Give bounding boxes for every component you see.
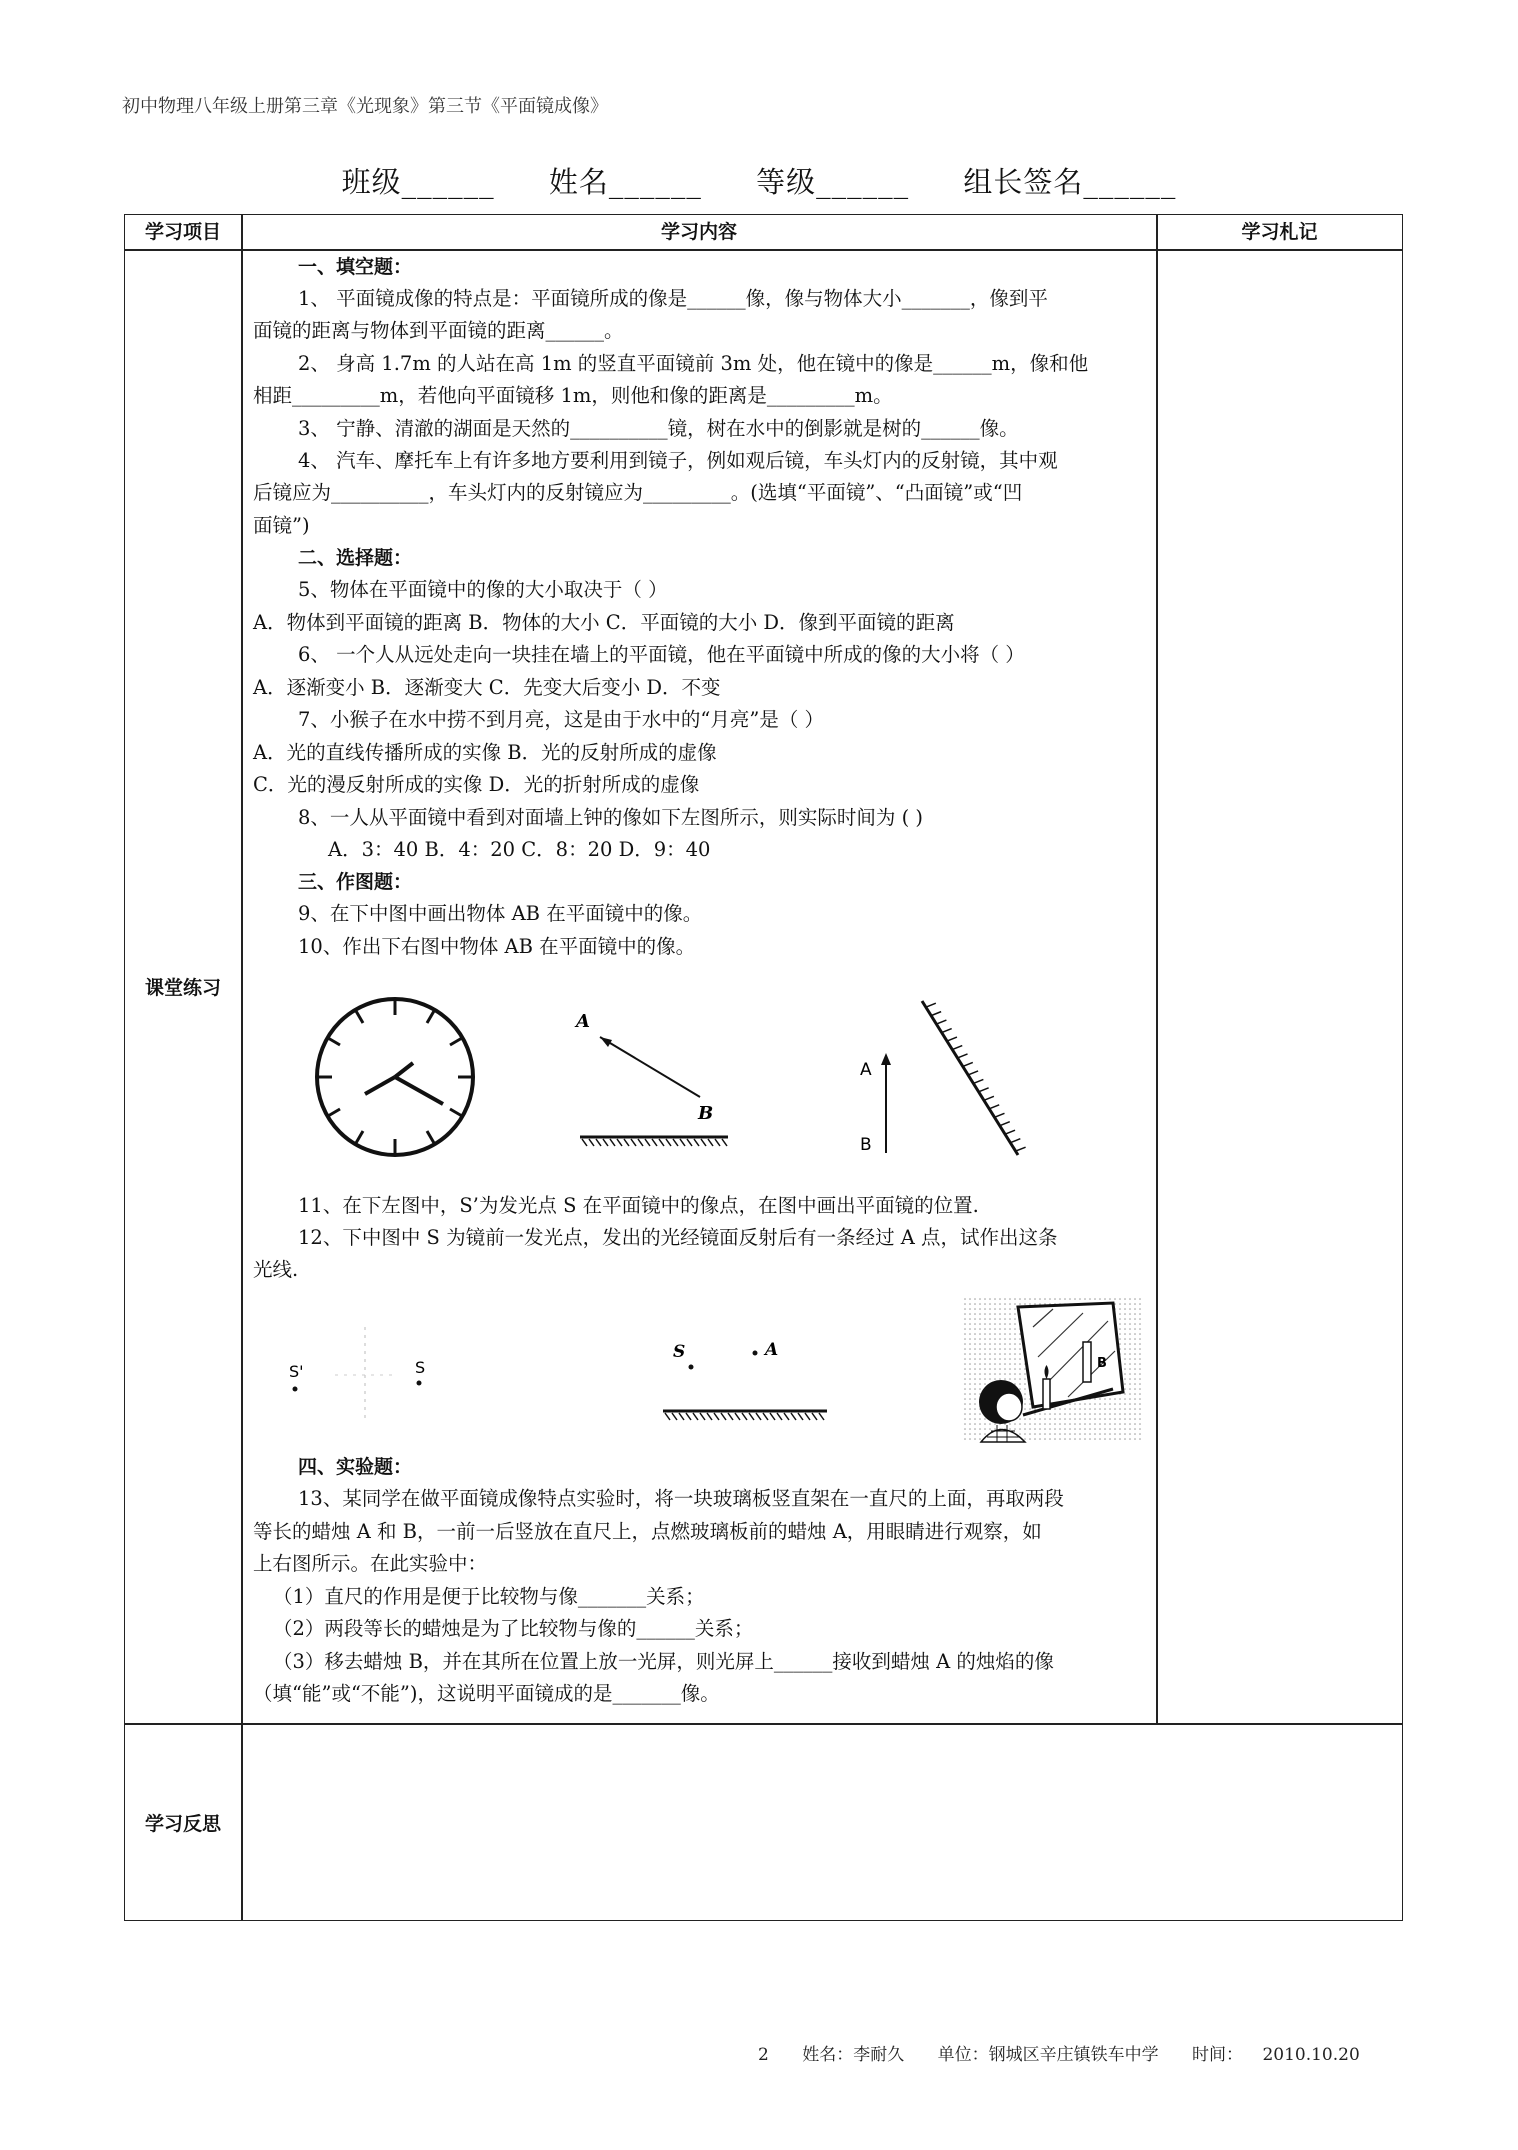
option-line: A．光的直线传播所成的实像 B．光的反射所成的虚像: [253, 741, 717, 764]
mirror-hatch: [617, 1139, 622, 1146]
question-line: 13、某同学在做平面镜成像特点实验时，将一块玻璃板竖直架在一直尺的上面，再取两段: [298, 1487, 1064, 1510]
reflection-row-divider: [125, 1723, 1402, 1725]
option-line: A．物体到平面镜的距离 B．物体的大小 C．平面镜的大小 D．像到平面镜的距离: [253, 611, 955, 634]
question-line: （3）移去蜡烛 B，并在其所在位置上放一光屏，则光屏上______接收到蜡烛 A 的烛焰的像: [273, 1650, 1054, 1673]
col-header-notes: 学习札记: [1241, 221, 1318, 243]
mirror-hatch: [931, 1012, 941, 1016]
author-name: 姓名：李耐久: [802, 2045, 905, 2065]
question-line: 等长的蜡烛 A 和 B，一前一后竖放在直尺上，点燃玻璃板前的蜡烛 A，用眼睛进行观察，如: [253, 1520, 1042, 1543]
mirror-hatch: [679, 1413, 684, 1420]
page-footer: [758, 2040, 1388, 2065]
question-line: 1、 平面镜成像的特点是：平面镜所成的像是______像，像与物体大小_______，像到平: [298, 287, 1048, 310]
question-line: 9、在下中图中画出物体 AB 在平面镜中的像。: [298, 902, 703, 925]
mirror-hatch: [693, 1413, 698, 1420]
label-b: B: [860, 1135, 872, 1155]
mirror-hatch: [958, 1054, 968, 1058]
mirror-hatch: [624, 1139, 629, 1146]
row-label-reflection: 学习反思: [144, 1813, 221, 1835]
section-heading-drawing: 三、作图题：: [298, 871, 413, 893]
candle-experiment-figure: [963, 1297, 1153, 1447]
candle-b-label: B: [1097, 1356, 1107, 1371]
mirror-hatch: [989, 1105, 999, 1109]
mirror-hatch: [763, 1413, 768, 1420]
clock-figure: [303, 989, 493, 1169]
class-label: 班级______: [341, 165, 495, 199]
section-heading-fill: 一、填空题：: [298, 256, 413, 278]
grade-label: 等级______: [756, 165, 910, 199]
mirror-hatch: [714, 1413, 719, 1420]
date: 2010.10.20: [1262, 2045, 1360, 2065]
mirror-hatch: [735, 1413, 740, 1420]
question-line: 12、下中图中 S 为镜前一发光点，发出的光经镜面反射后有一条经过 A 点，试作出这条: [298, 1226, 1058, 1249]
mirror-hatch: [701, 1139, 706, 1146]
worksheet-table: [124, 214, 1403, 1921]
mirror-hatch: [666, 1139, 671, 1146]
mirror-hatch: [715, 1139, 720, 1146]
mirror-hatch: [694, 1139, 699, 1146]
col-header-project: 学习项目: [144, 221, 221, 243]
label-a: A: [765, 1340, 779, 1360]
mirror-hatch: [979, 1088, 989, 1092]
mirror-hatch: [596, 1139, 601, 1146]
mirror-hatch: [1010, 1139, 1020, 1143]
col-divider-2: [1156, 215, 1158, 1723]
section-heading-choice: 二、选择题：: [298, 547, 413, 569]
label-a: A: [860, 1060, 872, 1080]
question-line: 上右图所示。在此实验中：: [253, 1552, 488, 1575]
mirror-hatch: [700, 1413, 705, 1420]
col-header-content: 学习内容: [660, 221, 737, 243]
label-s: S: [673, 1342, 686, 1362]
name-label: 姓名______: [548, 165, 702, 199]
question-line: 4、 汽车、摩托车上有许多地方要利用到镜子，例如观后镜，车头灯内的反射镜，其中观: [298, 449, 1058, 472]
mirror-hatch: [721, 1413, 726, 1420]
option-line: A．逐渐变小 B．逐渐变大 C．先变大后变小 D．不变: [253, 676, 721, 699]
mirror-hatch: [952, 1046, 962, 1050]
vertical-arrow-mirror-figure: [860, 995, 1030, 1165]
question-line: 2、 身高 1.7m 的人站在高 1m 的竖直平面镜前 3m 处，他在镜中的像是______m，像和他: [298, 352, 1089, 375]
mirror-hatch: [791, 1413, 796, 1420]
leader-signature-label: 组长签名______: [963, 165, 1177, 199]
mirror-hatch: [742, 1413, 747, 1420]
mirror-hatch: [652, 1139, 657, 1146]
question-line: 面镜的距离与物体到平面镜的距离______。: [253, 319, 624, 342]
mirror-hatch: [687, 1139, 692, 1146]
mirror-hatch: [1016, 1147, 1026, 1151]
mirror-hatch: [680, 1139, 685, 1146]
mirror-hatch: [610, 1139, 615, 1146]
label-a: A: [576, 1011, 590, 1032]
page-number: 2: [758, 2045, 769, 2065]
row-label-practice: 课堂练习: [144, 977, 221, 999]
question-line: 面镜”): [253, 514, 310, 537]
mirror-hatch: [708, 1139, 713, 1146]
question-line: 光线.: [253, 1258, 299, 1281]
mirror-hatch: [812, 1413, 817, 1420]
col-divider-1: [241, 215, 243, 1920]
s-a-mirror-figure: [657, 1323, 847, 1433]
label-b: B: [698, 1103, 714, 1124]
mirror-hatch: [722, 1139, 727, 1146]
mirror-hatch: [707, 1413, 712, 1420]
mirror-hatch: [672, 1413, 677, 1420]
mirror-hatch: [784, 1413, 789, 1420]
mirror-hatch: [749, 1413, 754, 1420]
mirror-hatch: [1005, 1130, 1015, 1134]
label-s-prime: S': [289, 1362, 304, 1381]
question-line: 5、物体在平面镜中的像的大小取决于（ ）: [298, 578, 668, 601]
mirror-hatch: [798, 1413, 803, 1420]
form-title-line: [0, 160, 1518, 201]
mirror-hatch: [963, 1062, 973, 1066]
question-line: 相距_________m，若他向平面镜移 1m，则他和像的距离是_________m。: [253, 384, 893, 407]
question-line: （1）直尺的作用是便于比较物与像_______关系；: [273, 1585, 705, 1608]
option-line: C．光的漫反射所成的实像 D．光的折射所成的虚像: [253, 773, 700, 796]
section-heading-experiment: 四、实验题：: [298, 1456, 413, 1478]
question-line: （填“能”或“不能”)，这说明平面镜成的是_______像。: [253, 1682, 720, 1705]
mirror-hatch: [582, 1139, 587, 1146]
mirror-hatch: [968, 1071, 978, 1075]
mirror-hatch: [777, 1413, 782, 1420]
mirror-hatch: [936, 1020, 946, 1024]
mirror-hatch: [659, 1139, 664, 1146]
mirror-hatch: [673, 1139, 678, 1146]
mirror-hatch: [984, 1096, 994, 1100]
question-line: 6、 一个人从远处走向一块挂在墙上的平面镜，他在平面镜中所成的像的大小将（ ）: [298, 643, 1025, 666]
mirror-hatch: [603, 1139, 608, 1146]
mirror-hatch: [686, 1413, 691, 1420]
mirror-hatch: [805, 1413, 810, 1420]
mirror-hatch: [770, 1413, 775, 1420]
mirror-hatch: [589, 1139, 594, 1146]
question-line: 3、 宁静、清澈的湖面是天然的__________镜，树在水中的倒影就是树的______像。: [298, 417, 1019, 440]
question-line: 10、作出下右图中物体 AB 在平面镜中的像。: [298, 935, 696, 958]
mirror-hatch: [631, 1139, 636, 1146]
s-prime-figure: [265, 1319, 465, 1429]
question-line: 后镜应为__________，车头灯内的反射镜应为_________。(选填“平面镜”、“凸面镜”或“凹: [253, 481, 1023, 504]
mirror-hatch: [665, 1413, 670, 1420]
mirror-hatch: [638, 1139, 643, 1146]
mirror-hatch: [645, 1139, 650, 1146]
mirror-hatch: [728, 1413, 733, 1420]
option-line: A．3：40 B．4：20 C．8：20 D．9：40: [328, 838, 711, 861]
mirror-hatch: [926, 1003, 936, 1007]
question-line: 7、小猴子在水中捞不到月亮，这是由于水中的“月亮”是（ ）: [298, 708, 825, 731]
author-unit: 单位：钢城区辛庄镇铁车中学: [937, 2045, 1159, 2065]
question-line: 8、一人从平面镜中看到对面墙上钟的像如下左图所示，则实际时间为 ( ): [298, 806, 924, 829]
mirror-hatch: [819, 1413, 824, 1420]
time-label: 时间：: [1192, 2045, 1244, 2065]
label-s: S: [415, 1358, 426, 1377]
ab-mirror-figure: [570, 995, 750, 1165]
header-row-divider: [125, 249, 1402, 251]
question-line: 11、在下左图中，S’为发光点 S 在平面镜中的像点，在图中画出平面镜的位置.: [298, 1194, 979, 1217]
mirror-hatch: [756, 1413, 761, 1420]
running-title: 初中物理八年级上册第三章《光现象》第三节《平面镜成像》: [122, 96, 608, 117]
mirror-hatch: [942, 1029, 952, 1033]
mirror-hatch: [973, 1079, 983, 1083]
question-line: （2）两段等长的蜡烛是为了比较物与像的______关系；: [273, 1617, 754, 1640]
mirror-hatch: [1000, 1122, 1010, 1126]
mirror-hatch: [947, 1037, 957, 1041]
mirror-hatch: [994, 1113, 1004, 1117]
